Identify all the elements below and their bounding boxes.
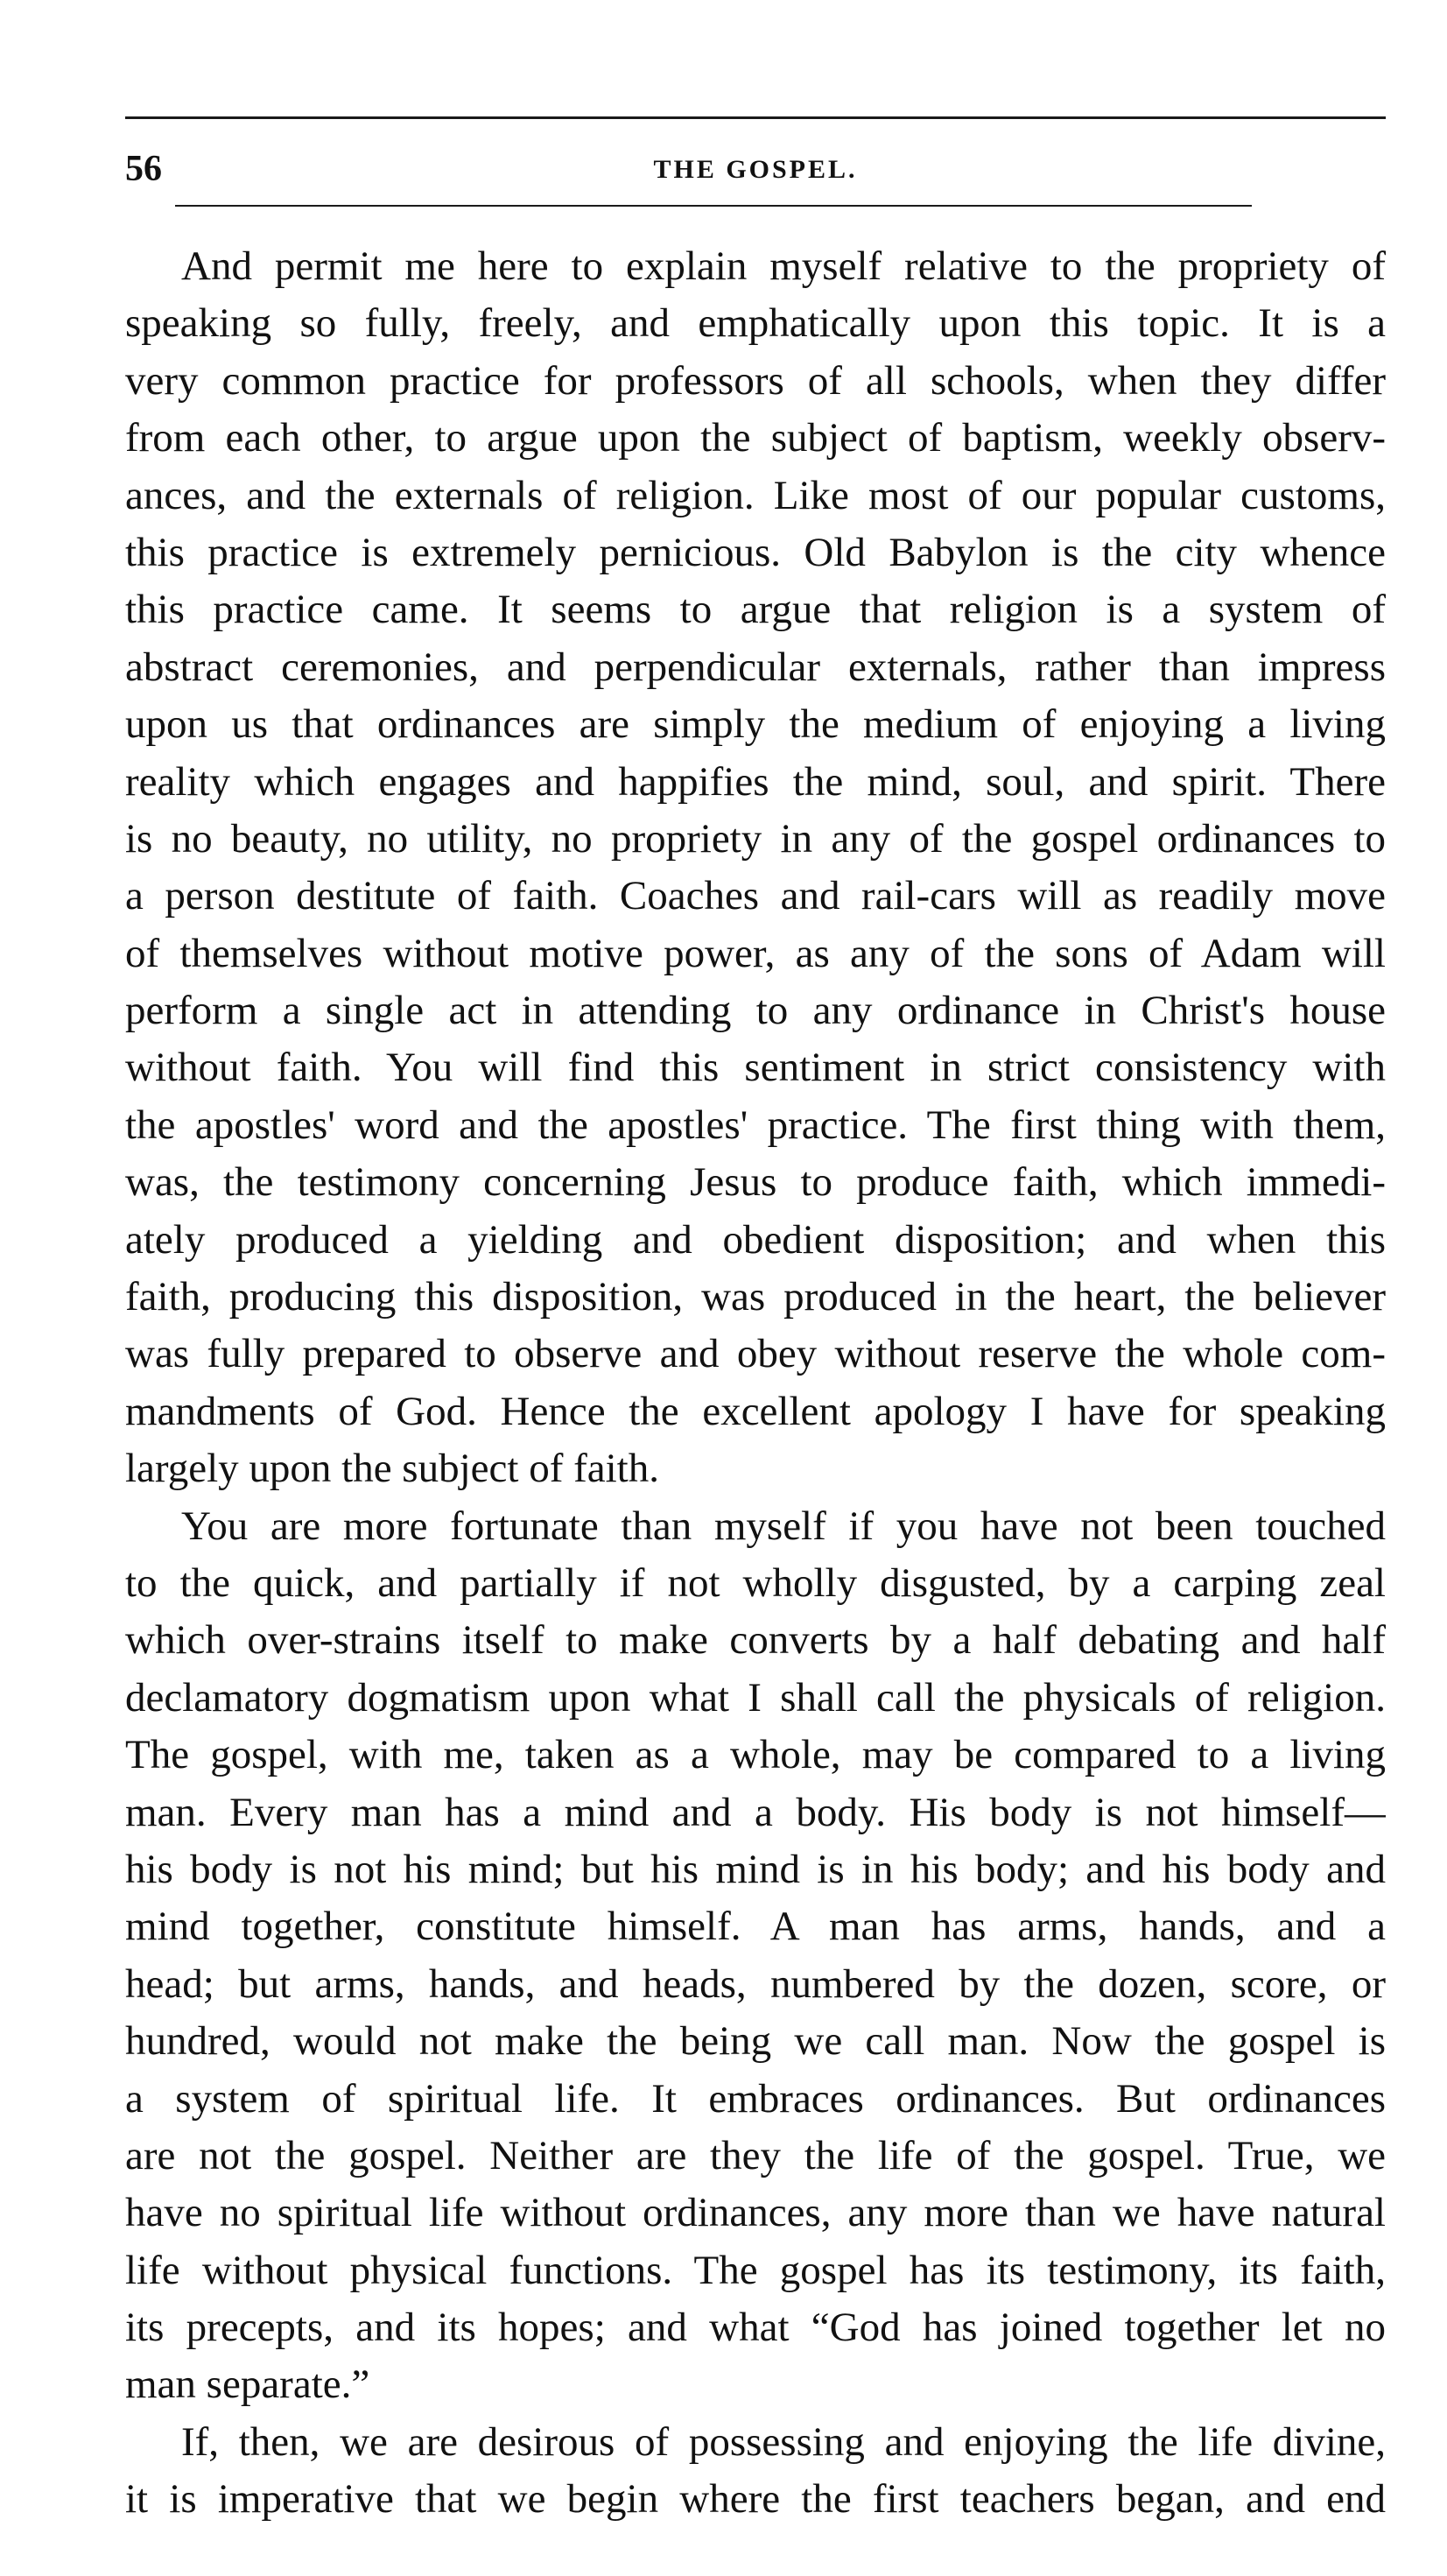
text-line: ately produced a yielding and obedient disposition; and when this — [125, 1216, 1386, 1263]
text-line: its precepts, and its hopes; and what “God has joined together let no — [125, 2305, 1386, 2351]
text-line: declamatory dogmatism upon what I shall call the physicals of religion. — [125, 1674, 1386, 1721]
text-line: was fully prepared to observe and obey without reserve the whole com- — [125, 1331, 1386, 1377]
top-rule — [125, 116, 1386, 119]
paragraph-2 — [125, 1498, 1386, 2414]
text-line: mandments of God. Hence the excellent apology I have for speaking — [125, 1388, 1386, 1434]
text-line: have no spiritual life without ordinances, any more than we have natural — [125, 2190, 1386, 2236]
page-number: 56 — [125, 149, 162, 189]
header-rule — [175, 205, 1252, 207]
text-line: abstract ceremonies, and perpendicular externals, rather than impress — [125, 644, 1386, 690]
text-line: a system of spiritual life. It embraces ordinances. But ordinances — [125, 2075, 1386, 2122]
text-line: this practice is extremely pernicious. Old Babylon is the city whence — [125, 529, 1386, 575]
text-line: faith, producing this disposition, was produced in the heart, the believer — [125, 1274, 1386, 1320]
running-head — [125, 147, 1386, 191]
text-line: If, then, we are desirous of possessing and enjoying the life divine, — [181, 2418, 1386, 2465]
text-line: which over-strains itself to make converts by a half debating and half — [125, 1617, 1386, 1664]
text-line: ances, and the externals of religion. Like most of our popular customs, — [125, 472, 1386, 518]
text-line: is no beauty, no utility, no propriety in any of the gospel ordinances to — [125, 815, 1386, 862]
text-line: man separate.” — [125, 2361, 370, 2408]
text-line: reality which engages and happifies the mind, soul, and spirit. There — [125, 758, 1386, 805]
text-line: speaking so fully, freely, and emphatically upon this topic. It is a — [125, 300, 1386, 347]
text-line: hundred, would not make the being we call man. Now the gospel is — [125, 2018, 1386, 2065]
paragraph-3 — [125, 2414, 1386, 2529]
text-line: this practice came. It seems to argue that religion is a system of — [125, 587, 1386, 633]
text-line: The gospel, with me, taken as a whole, may be compared to a living — [125, 1732, 1386, 1778]
body-text — [125, 238, 1386, 2529]
text-line: And permit me here to explain myself relative to the propriety of — [181, 243, 1386, 289]
text-line: his body is not his mind; but his mind is in his body; and his body and — [125, 1846, 1386, 1892]
text-line: head; but arms, hands, and heads, numbered by the dozen, score, or — [125, 1960, 1386, 2007]
text-line: was, the testimony concerning Jesus to produce faith, which immedi- — [125, 1159, 1386, 1206]
text-line: life without physical functions. The gospel has its testimony, its faith, — [125, 2247, 1386, 2293]
text-line: to the quick, and partially if not wholly disgusted, by a carping zeal — [125, 1559, 1386, 1606]
text-line: it is imperative that we begin where the first teachers began, and end — [125, 2476, 1386, 2523]
text-line: man. Every man has a mind and a body. His body is not himself— — [125, 1789, 1386, 1835]
text-line: largely upon the subject of faith. — [125, 1446, 659, 1492]
text-line: without faith. You will find this sentiment in strict consistency with — [125, 1045, 1386, 1091]
running-title: THE GOSPEL. — [653, 155, 858, 184]
text-line: perform a single act in attending to any ordinance in Christ's house — [125, 988, 1386, 1034]
text-line: very common practice for professors of all schools, when they differ — [125, 357, 1386, 404]
text-line: mind together, constitute himself. A man has arms, hands, and a — [125, 1904, 1386, 1950]
text-line: the apostles' word and the apostles' practice. The first thing with them, — [125, 1101, 1386, 1148]
text-line: are not the gospel. Neither are they the life of the gospel. True, we — [125, 2132, 1386, 2178]
paragraph-1 — [125, 238, 1386, 1498]
text-line: You are more fortunate than myself if you have not been touched — [181, 1503, 1386, 1549]
text-line: of themselves without motive power, as any of the sons of Adam will — [125, 930, 1386, 976]
text-line: from each other, to argue upon the subject of baptism, weekly observ- — [125, 415, 1386, 461]
text-line: upon us that ordinances are simply the medium of enjoying a living — [125, 701, 1386, 748]
text-line: a person destitute of faith. Coaches and rail-cars will as readily move — [125, 873, 1386, 919]
